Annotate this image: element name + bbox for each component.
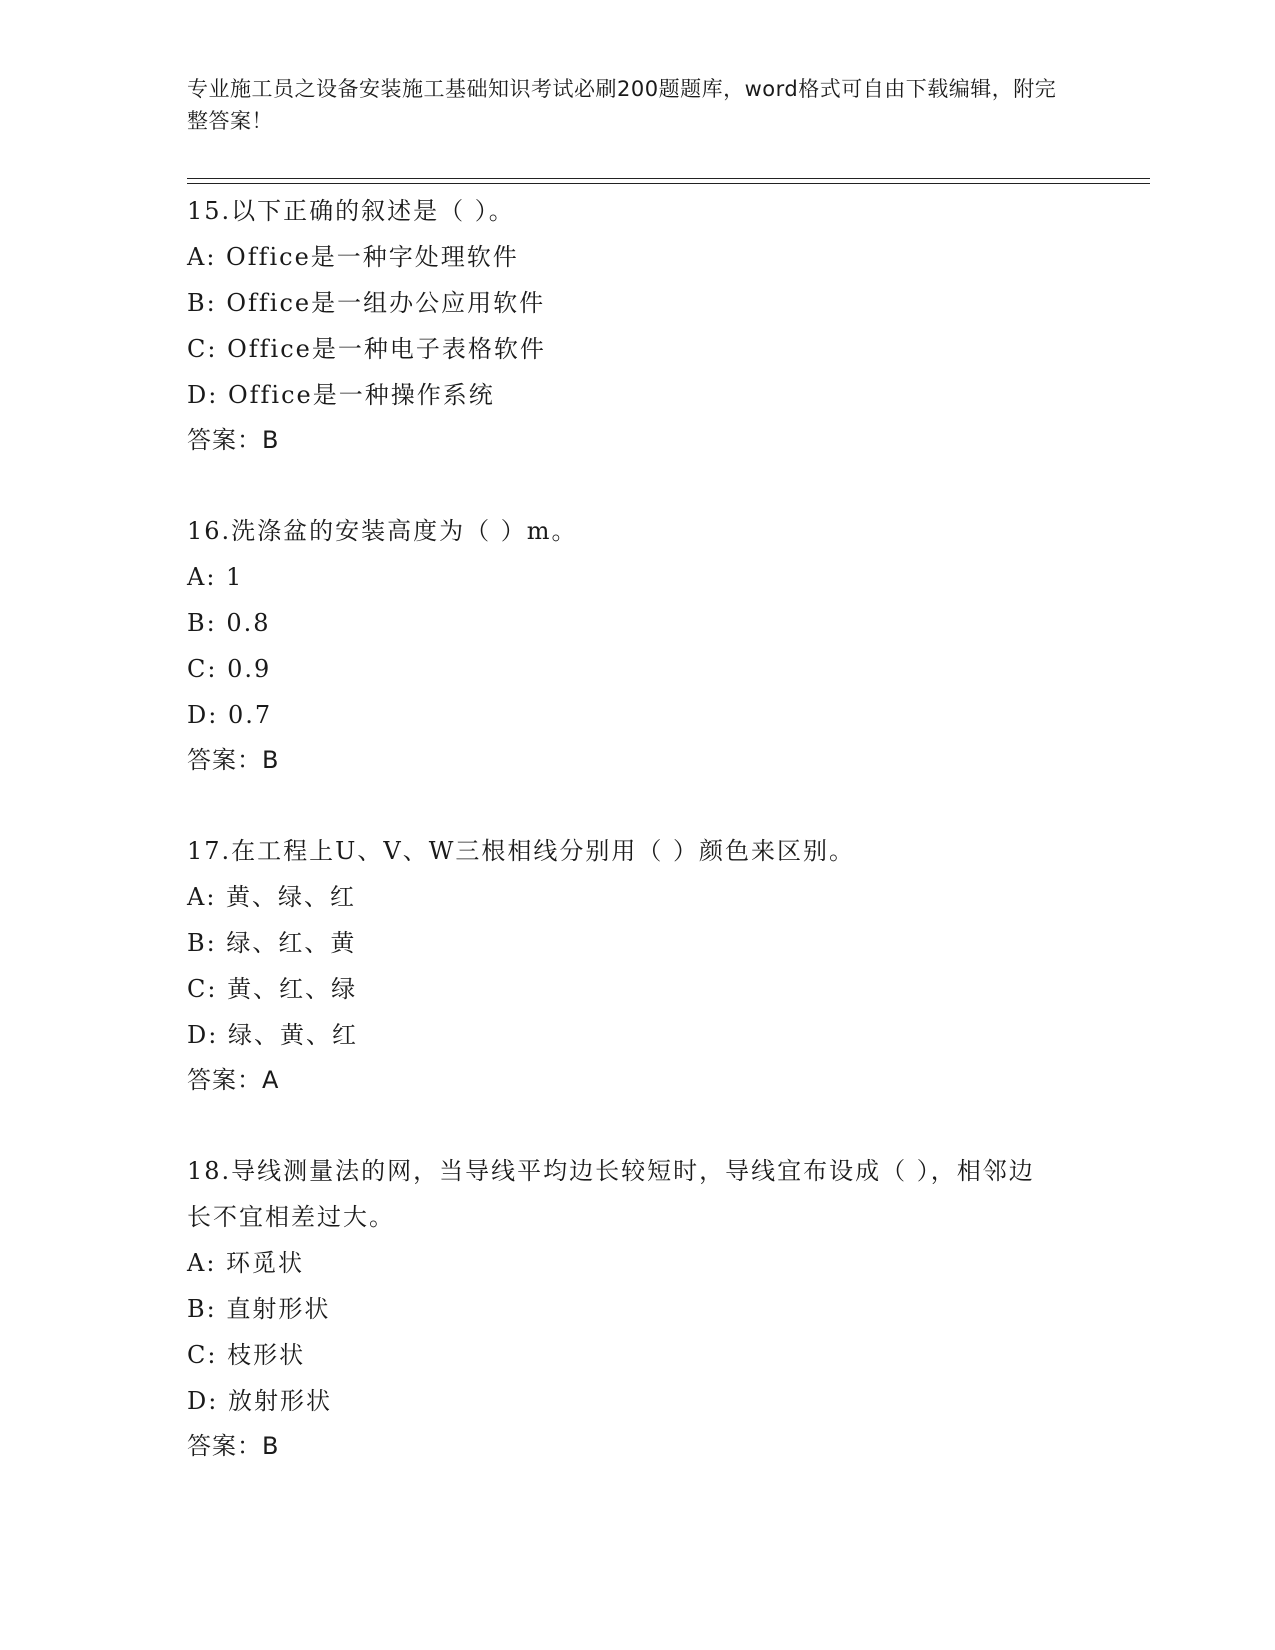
option-c: C: Office是一种电子表格软件 xyxy=(187,335,546,363)
question-18 xyxy=(187,1148,1087,1468)
option-d: D: Office是一种操作系统 xyxy=(187,381,495,409)
option-b: B: 直射形状 xyxy=(187,1295,331,1323)
question-16 xyxy=(187,508,1087,782)
option-c: C: 枝形状 xyxy=(187,1341,306,1369)
option-b: B: 绿、红、黄 xyxy=(187,929,357,957)
question-15 xyxy=(187,188,1087,462)
option-a: A: 黄、绿、红 xyxy=(187,883,357,911)
document-header: 专业施工员之设备安装施工基础知识考试必刷200题题库，word格式可自由下载编辑，附完整答案！ xyxy=(187,77,1057,133)
question-17 xyxy=(187,828,1087,1102)
option-a: A: Office是一种字处理软件 xyxy=(187,243,519,271)
question-stem: 16.洗涤盆的安装高度为（ ）m。 xyxy=(187,517,578,545)
option-d: D: 0.7 xyxy=(187,701,273,729)
question-stem: 17.在工程上U、V、W三根相线分别用（ ）颜色来区别。 xyxy=(187,837,856,865)
option-a: A: 1 xyxy=(187,563,244,591)
answer-line: 答案：B xyxy=(187,746,280,774)
option-b: B: Office是一组办公应用软件 xyxy=(187,289,546,317)
option-a: A: 环觅状 xyxy=(187,1249,305,1277)
option-d: D: 放射形状 xyxy=(187,1387,332,1415)
answer-line: 答案：A xyxy=(187,1066,280,1094)
option-b: B: 0.8 xyxy=(187,609,271,637)
option-c: C: 黄、红、绿 xyxy=(187,975,358,1003)
question-list xyxy=(187,188,1087,1514)
header-divider-bottom xyxy=(187,183,1150,184)
option-c: C: 0.9 xyxy=(187,655,272,683)
question-stem: 18.导线测量法的网，当导线平均边长较短时，导线宜布设成（ ），相邻边长不宜相差过大。 xyxy=(187,1157,1035,1231)
option-d: D: 绿、黄、红 xyxy=(187,1021,358,1049)
answer-line: 答案：B xyxy=(187,1432,280,1460)
answer-line: 答案：B xyxy=(187,426,280,454)
header-divider-top xyxy=(187,178,1150,179)
question-stem: 15.以下正确的叙述是（ ）。 xyxy=(187,197,515,225)
